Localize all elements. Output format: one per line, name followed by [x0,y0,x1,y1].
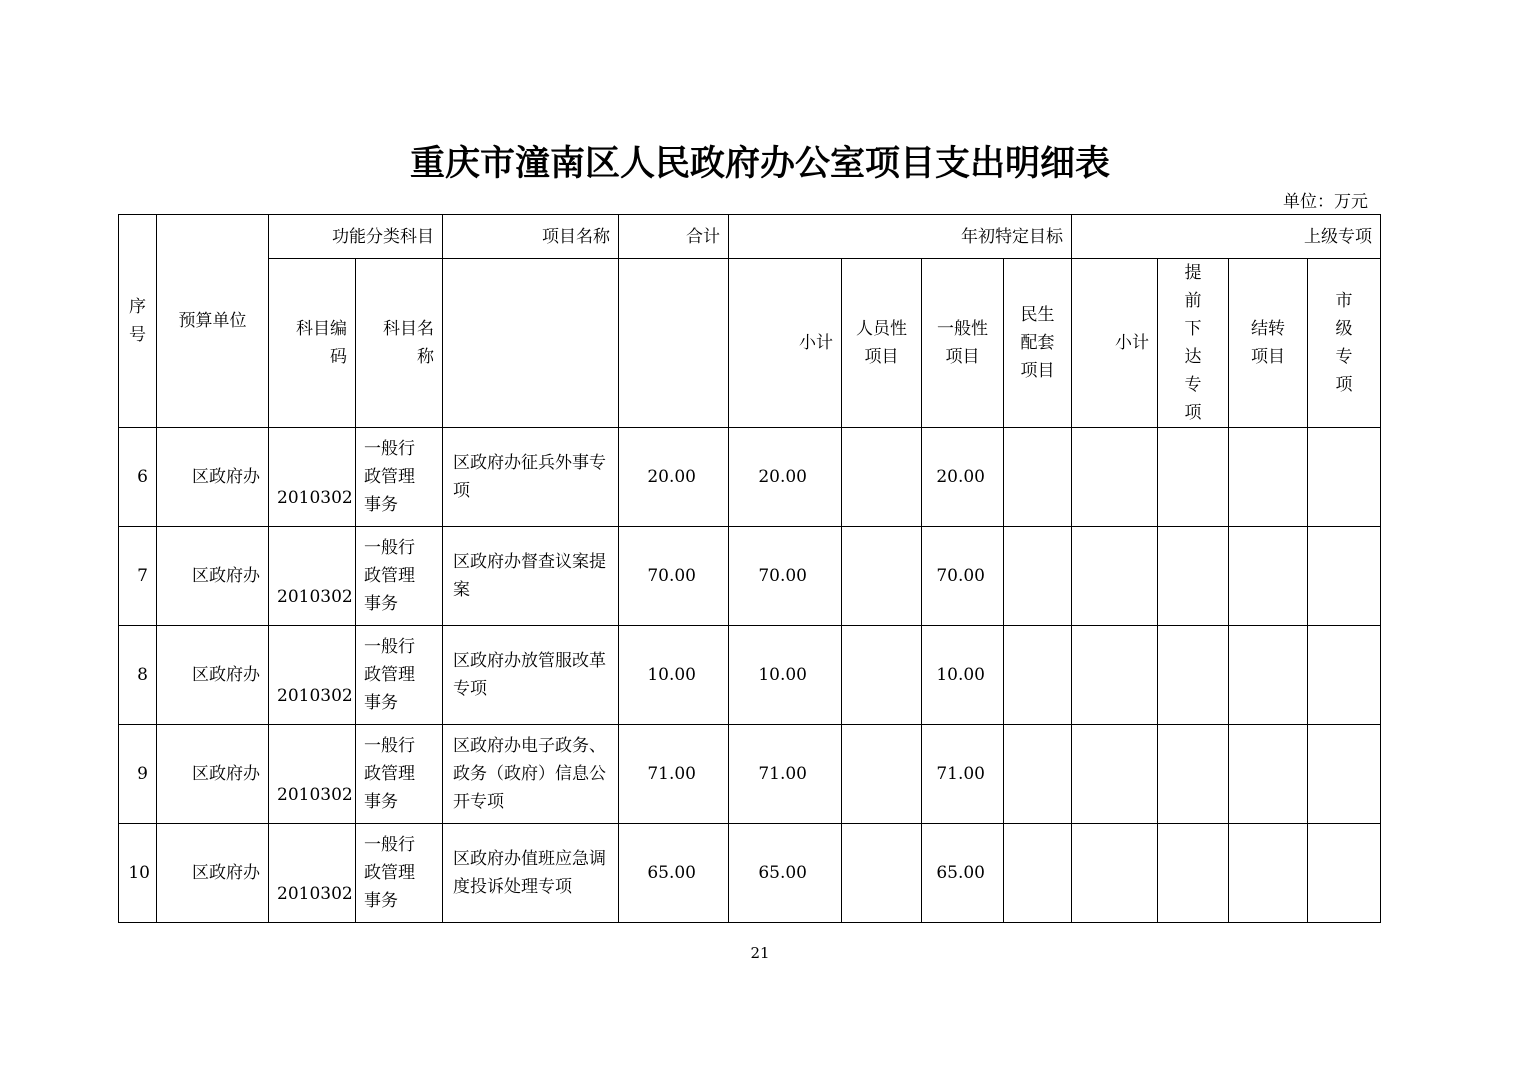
cell-total: 20.00 [619,428,729,527]
header-personnel: 人员性项目 [842,259,922,428]
cell-seq: 6 [119,428,157,527]
header-row-1 [119,215,1381,259]
cell-project: 区政府办电子政务、政务（政府）信息公开专项 [443,725,619,824]
header-subject-name: 科目名称 [356,259,443,428]
cell-carryover [1229,824,1308,923]
cell-carryover [1229,527,1308,626]
cell-livelihood [1004,824,1072,923]
cell-unit: 区政府办 [157,428,269,527]
header-advance: 提前下达专项 [1158,259,1229,428]
cell-subtotal: 71.00 [729,725,842,824]
cell-advance [1158,527,1229,626]
cell-total: 65.00 [619,824,729,923]
header-subtotal-b: 小计 [1072,259,1158,428]
cell-subtotal: 10.00 [729,626,842,725]
cell-personnel [842,428,922,527]
cell-carryover [1229,428,1308,527]
header-subject-code: 科目编码 [269,259,356,428]
cell-code: 2010302 [269,428,356,527]
header-project-name-blank [443,259,619,428]
cell-seq: 9 [119,725,157,824]
cell-subtotal-b [1072,725,1158,824]
header-budget-unit: 预算单位 [157,215,269,428]
cell-general: 70.00 [922,527,1004,626]
table-row [119,527,1381,626]
header-subtotal-a: 小计 [729,259,842,428]
cell-subject: 一般行政管理事务 [356,626,443,725]
cell-subject: 一般行政管理事务 [356,824,443,923]
cell-subtotal: 65.00 [729,824,842,923]
cell-city [1308,428,1381,527]
cell-seq: 7 [119,527,157,626]
cell-advance [1158,824,1229,923]
header-carryover: 结转项目 [1229,259,1308,428]
cell-total: 10.00 [619,626,729,725]
cell-total: 71.00 [619,725,729,824]
cell-personnel [842,725,922,824]
cell-general: 65.00 [922,824,1004,923]
cell-project: 区政府办征兵外事专项 [443,428,619,527]
page-title: 重庆市潼南区人民政府办公室项目支出明细表 [409,143,1110,184]
header-func-class: 功能分类科目 [269,215,443,259]
cell-code: 2010302 [269,725,356,824]
cell-project: 区政府办放管服改革专项 [443,626,619,725]
cell-subtotal-b [1072,824,1158,923]
cell-city [1308,527,1381,626]
cell-subtotal-b [1072,428,1158,527]
cell-seq: 8 [119,626,157,725]
cell-unit: 区政府办 [157,626,269,725]
expense-table [118,214,1381,923]
cell-carryover [1229,626,1308,725]
cell-city [1308,626,1381,725]
cell-subject: 一般行政管理事务 [356,527,443,626]
page-number: 21 [750,944,770,962]
cell-personnel [842,824,922,923]
cell-personnel [842,527,922,626]
header-total-blank [619,259,729,428]
cell-carryover [1229,725,1308,824]
header-livelihood: 民生配套项目 [1004,259,1072,428]
header-general: 一般性项目 [922,259,1004,428]
cell-advance [1158,428,1229,527]
cell-subtotal: 70.00 [729,527,842,626]
header-city: 市级专项 [1308,259,1381,428]
cell-personnel [842,626,922,725]
table-row [119,428,1381,527]
cell-city [1308,725,1381,824]
cell-code: 2010302 [269,824,356,923]
cell-unit: 区政府办 [157,824,269,923]
cell-city [1308,824,1381,923]
unit-label: 单位：万元 [1283,192,1368,212]
cell-subject: 一般行政管理事务 [356,428,443,527]
cell-project: 区政府办督查议案提案 [443,527,619,626]
cell-seq: 10 [119,824,157,923]
cell-general: 20.00 [922,428,1004,527]
cell-subtotal-b [1072,527,1158,626]
cell-code: 2010302 [269,626,356,725]
cell-livelihood [1004,725,1072,824]
header-row-2 [119,259,1381,428]
cell-livelihood [1004,527,1072,626]
header-annual-target: 年初特定目标 [729,215,1072,259]
header-project-name: 项目名称 [443,215,619,259]
cell-total: 70.00 [619,527,729,626]
cell-livelihood [1004,428,1072,527]
cell-subtotal-b [1072,626,1158,725]
header-seq: 序号 [119,215,157,428]
cell-general: 10.00 [922,626,1004,725]
table-row [119,725,1381,824]
cell-project: 区政府办值班应急调度投诉处理专项 [443,824,619,923]
cell-livelihood [1004,626,1072,725]
cell-general: 71.00 [922,725,1004,824]
cell-subtotal: 20.00 [729,428,842,527]
header-total: 合计 [619,215,729,259]
cell-subject: 一般行政管理事务 [356,725,443,824]
cell-unit: 区政府办 [157,527,269,626]
cell-advance [1158,725,1229,824]
cell-unit: 区政府办 [157,725,269,824]
header-superior: 上级专项 [1072,215,1381,259]
cell-code: 2010302 [269,527,356,626]
table-row [119,824,1381,923]
table-row [119,626,1381,725]
cell-advance [1158,626,1229,725]
